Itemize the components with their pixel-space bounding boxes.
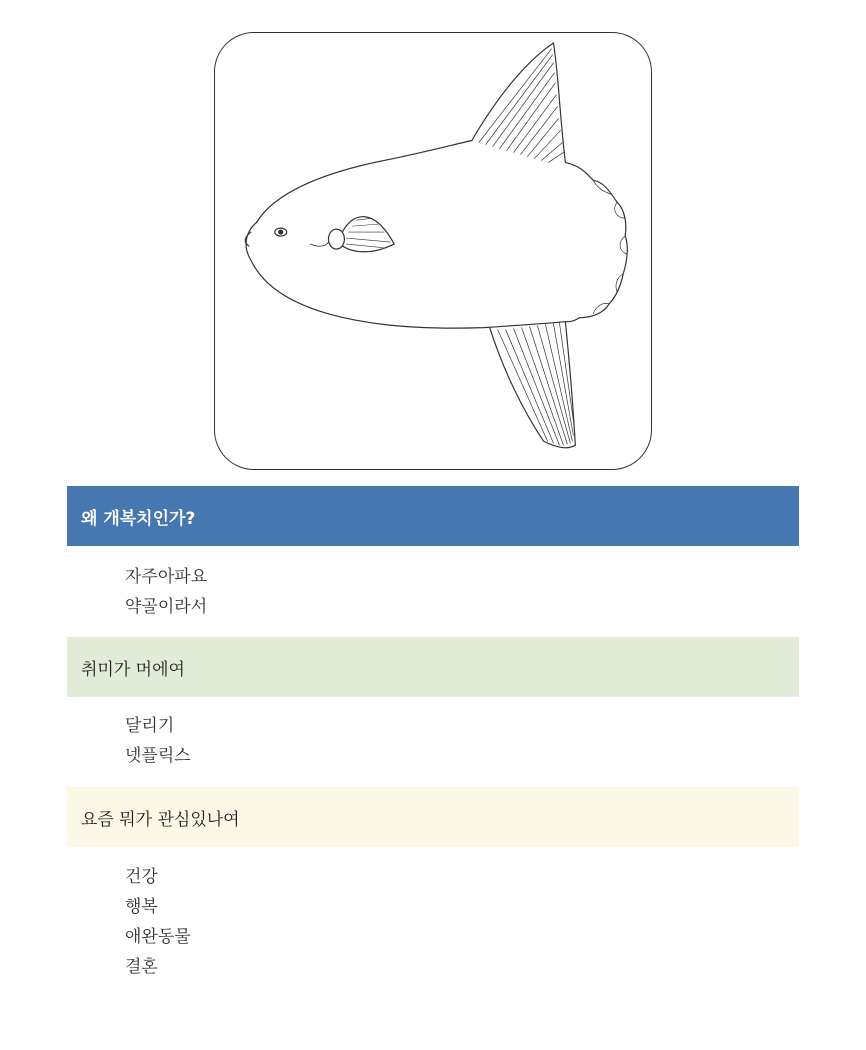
list-item: 애완동물 bbox=[125, 927, 191, 947]
list-item: 건강 bbox=[125, 867, 158, 887]
list-item: 달리기 bbox=[125, 716, 175, 736]
why-sunfish-list bbox=[125, 562, 207, 622]
list-item: 넷플릭스 bbox=[125, 746, 191, 766]
list-item: 자주아파요 bbox=[125, 567, 208, 587]
list-item: 결혼 bbox=[125, 957, 158, 977]
sunfish-image bbox=[214, 32, 652, 470]
list-item: 약골이라서 bbox=[125, 597, 208, 617]
sunfish-drawing bbox=[215, 33, 651, 469]
hobbies-list bbox=[125, 711, 191, 771]
section-header-why-sunfish: 왜 개복치인가? bbox=[67, 486, 799, 546]
interests-list bbox=[125, 862, 191, 982]
list-item: 행복 bbox=[125, 897, 158, 917]
section-header-interests: 요즘 뭐가 관심있나여 bbox=[67, 787, 799, 847]
section-header-hobbies: 취미가 머에여 bbox=[67, 637, 799, 697]
